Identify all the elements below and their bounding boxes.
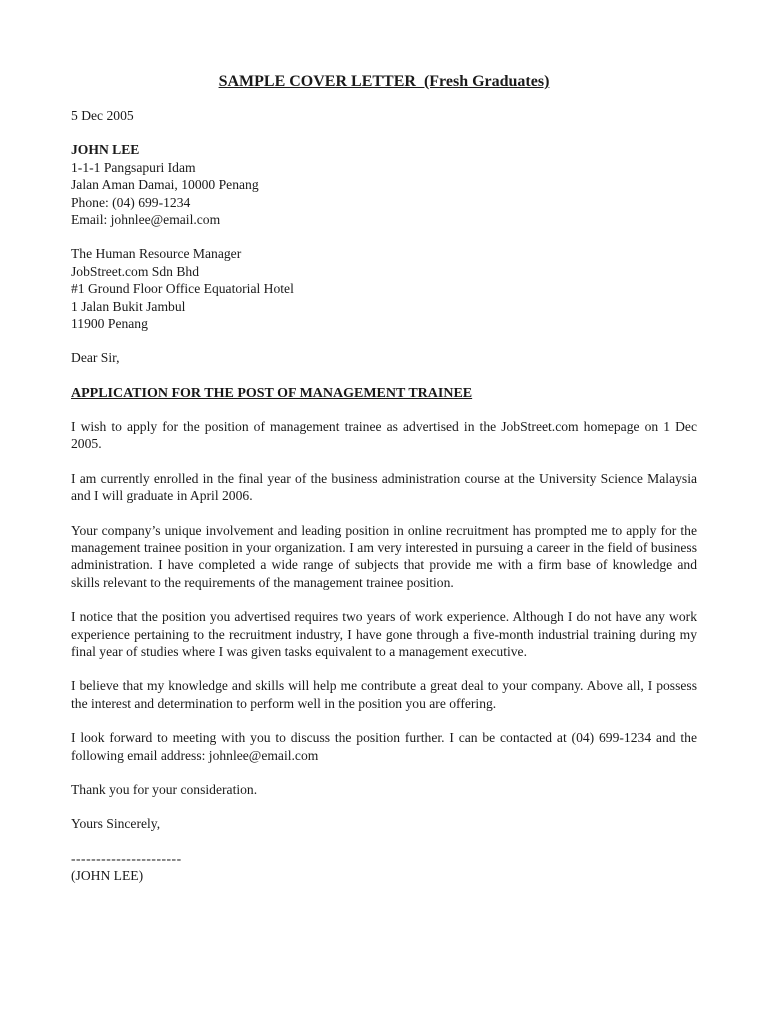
signature-name: (JOHN LEE) <box>71 868 144 884</box>
signature-block <box>71 850 697 885</box>
sender-email: Email: johnlee@email.com <box>71 212 221 228</box>
recipient-line-1: The Human Resource Manager <box>71 246 242 262</box>
body-paragraph-3: Your company’s unique involvement and leading position in online recruitment has prompted me to apply for the management trainee position in your organization. I am very interested in pursuing a career in the field of business administration. I have completed a wide range of subjects that provide me with a firm base of knowledge and skills relevant to the requirements of the management trainee position. <box>71 522 697 590</box>
body-paragraph-6: I look forward to meeting with you to discuss the position further. I can be contacted at (04) 699-1234 and the following email address: johnlee@email.com <box>71 730 697 763</box>
body-paragraph-2: I am currently enrolled in the final year of the business administration course at the University Science Malaysia and I will graduate in April 2006. <box>71 470 697 504</box>
body-paragraph-4: I notice that the position you advertised requires two years of work experience. Although I do not have any work experience pertaining to the recruitment industry, I have gone through a five-month industrial training during my final year of studies where I was given tasks equivalent to a management executive. <box>71 609 697 659</box>
sender-address-line-2: Jalan Aman Damai, 10000 Penang <box>71 177 259 193</box>
body-paragraph-5: I believe that my knowledge and skills will help me contribute a great deal to your company. Above all, I possess the interest and determination to perform well in the position you are offering. <box>71 678 697 711</box>
sender-name: JOHN LEE <box>71 142 140 158</box>
subject-heading: APPLICATION FOR THE POST OF MANAGEMENT TRAINEE <box>71 385 473 401</box>
closing-thanks: Thank you for your consideration. <box>71 781 258 797</box>
sender-address-line-1: 1-1-1 Pangsapuri Idam <box>71 159 196 175</box>
closing-signoff: Yours Sincerely, <box>71 816 161 832</box>
body-paragraph-1: I wish to apply for the position of management trainee as advertised in the JobStreet.com homepage on 1 Dec 2005. <box>71 418 697 452</box>
recipient-line-3: #1 Ground Floor Office Equatorial Hotel <box>71 281 294 297</box>
sender-phone: Phone: (04) 699-1234 <box>71 194 191 210</box>
sender-block <box>71 141 697 228</box>
recipient-line-4: 1 Jalan Bukit Jambul <box>71 298 186 314</box>
letter-title: SAMPLE COVER LETTER (Fresh Graduates) <box>218 73 550 90</box>
salutation: Dear Sir, <box>71 350 120 366</box>
letter-date: 5 Dec 2005 <box>71 108 134 123</box>
recipient-line-2: JobStreet.com Sdn Bhd <box>71 263 200 279</box>
recipient-line-5: 11900 Penang <box>71 316 148 332</box>
signature-line: ---------------------- <box>71 850 182 866</box>
recipient-block <box>71 245 697 332</box>
